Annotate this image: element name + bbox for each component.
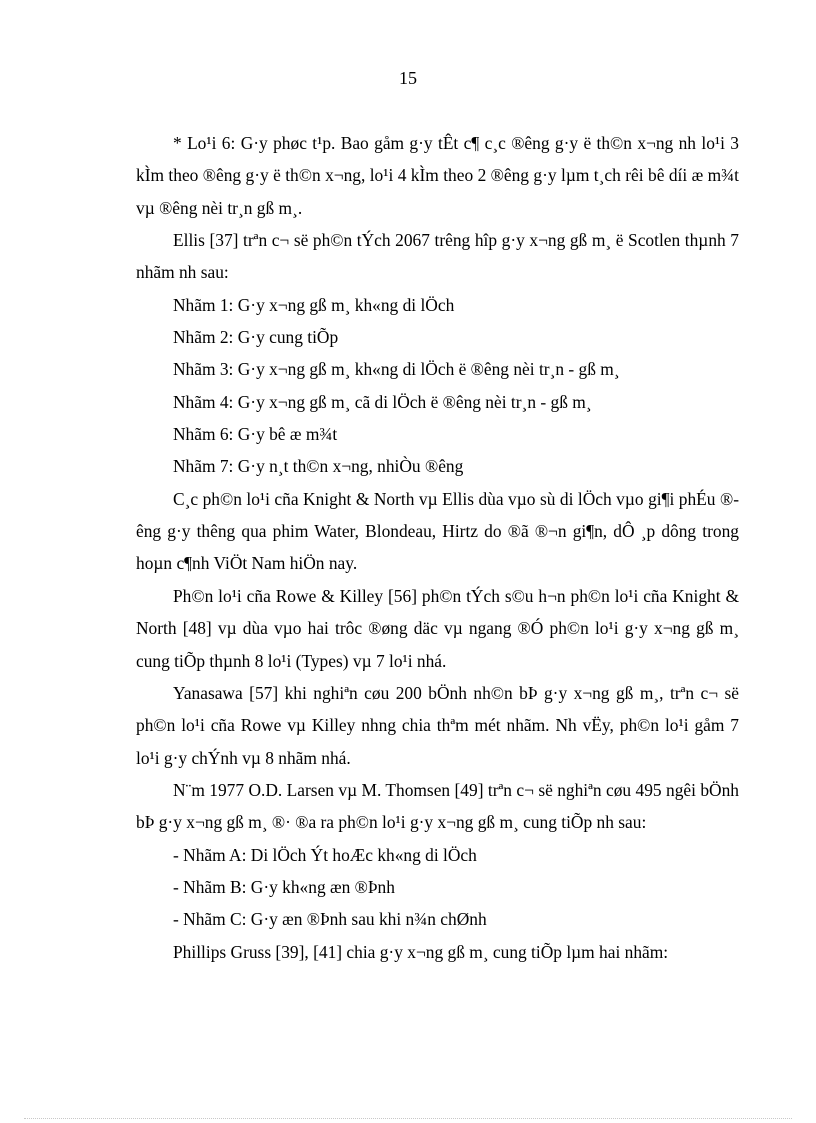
ellis-group-list bbox=[136, 289, 739, 483]
page-number: 15 bbox=[399, 68, 417, 88]
paragraph-type6: * Lo¹i 6: G·y phøc t¹p. Bao gåm g·y tÊt c¶ c¸c ®êng g·y ë th©n x¬ng nh lo¹i 3 kÌm theo ®êng g·y ë th©n x¬ng, lo¹i 4 kÌm theo 2 ®êng g·y lµm t¸ch rêi bê díi æ m¾t vµ ®êng nèi tr¸n gß m¸. bbox=[136, 133, 739, 218]
list-item: Nhãm 4: G·y x¬ng gß m¸ cã di lÖch ë ®êng nèi tr¸n - gß m¸ bbox=[173, 391, 592, 412]
paragraph-larsen-thomsen: N¨m 1977 O.D. Larsen vµ M. Thomsen [49] trªn c¬ së nghiªn cøu 495 ngêi bÖnh bÞ g·y x¬ng gß m¸ ®· ®a ra ph©n lo¹i g·y x¬ng gß m¸ cung tiÕp nh sau: bbox=[136, 779, 739, 833]
body-text bbox=[136, 127, 739, 968]
paragraph-rowe-killey: Ph©n lo¹i cña Rowe & Killey [56] ph©n tÝch s©u h¬n ph©n lo¹i cña Knight & North [48] vµ dùa vµo hai trôc ®øng däc vµ ngang ®Ó ph©n lo¹i g·y x¬ng gß m¸ cung tiÕp thµnh 8 lo¹i (Types) vµ 7 lo¹i nhá. bbox=[136, 585, 739, 671]
list-item: Nhãm 1: G·y x¬ng gß m¸ kh«ng di lÖch bbox=[173, 294, 455, 315]
list-item: - Nhãm B: G·y kh«ng æn ®Þnh bbox=[173, 876, 395, 897]
paragraph-ellis: Ellis [37] trªn c¬ së ph©n tÝch 2067 trêng hîp g·y x¬ng gß m¸ ë Scotlen thµnh 7 nhãm nh sau: bbox=[136, 230, 739, 283]
paragraph-knight-north-ellis: C¸c ph©n lo¹i cña Knight & North vµ Ellis dùa vµo sù di lÖch vµo gi¶i phÉu ®êng g·y thêng qua phim Water, Blondeau, Hirtz do ®ã ®¬n gi¶n, dÔ ¸p dông trong hoµn c¶nh ViÖt Nam hiÖn nay. bbox=[136, 488, 739, 574]
paragraph-phillips-gruss: Phillips Gruss [39], [41] chia g·y x¬ng gß m¸ cung tiÕp lµm hai nhãm: bbox=[173, 941, 669, 962]
list-item: - Nhãm C: G·y æn ®Þnh sau khi n¾n chØnh bbox=[173, 909, 487, 930]
page-bottom-divider bbox=[24, 1118, 792, 1119]
list-item: Nhãm 2: G·y cung tiÕp bbox=[173, 327, 339, 348]
list-item: Nhãm 3: G·y x¬ng gß m¸ kh«ng di lÖch ë ®êng nèi tr¸n - gß m¸ bbox=[173, 359, 620, 380]
larsen-group-list bbox=[136, 839, 739, 936]
paragraph-yanasawa: Yanasawa [57] khi nghiªn cøu 200 bÖnh nh©n bÞ g·y x¬ng gß m¸, trªn c¬ së ph©n lo¹i cña Rowe vµ Killey nhng chia thªm mét nhãm. Nh vËy, ph©n lo¹i gåm 7 lo¹i g·y chÝnh vµ 8 nhãm nhá. bbox=[136, 682, 739, 768]
list-item: Nhãm 7: G·y n¸t th©n x¬ng, nhiÒu ®êng bbox=[173, 456, 464, 477]
list-item: Nhãm 6: G·y bê æ m¾t bbox=[173, 424, 338, 445]
list-item: - Nhãm A: Di lÖch Ýt hoÆc kh«ng di lÖch bbox=[173, 844, 477, 865]
